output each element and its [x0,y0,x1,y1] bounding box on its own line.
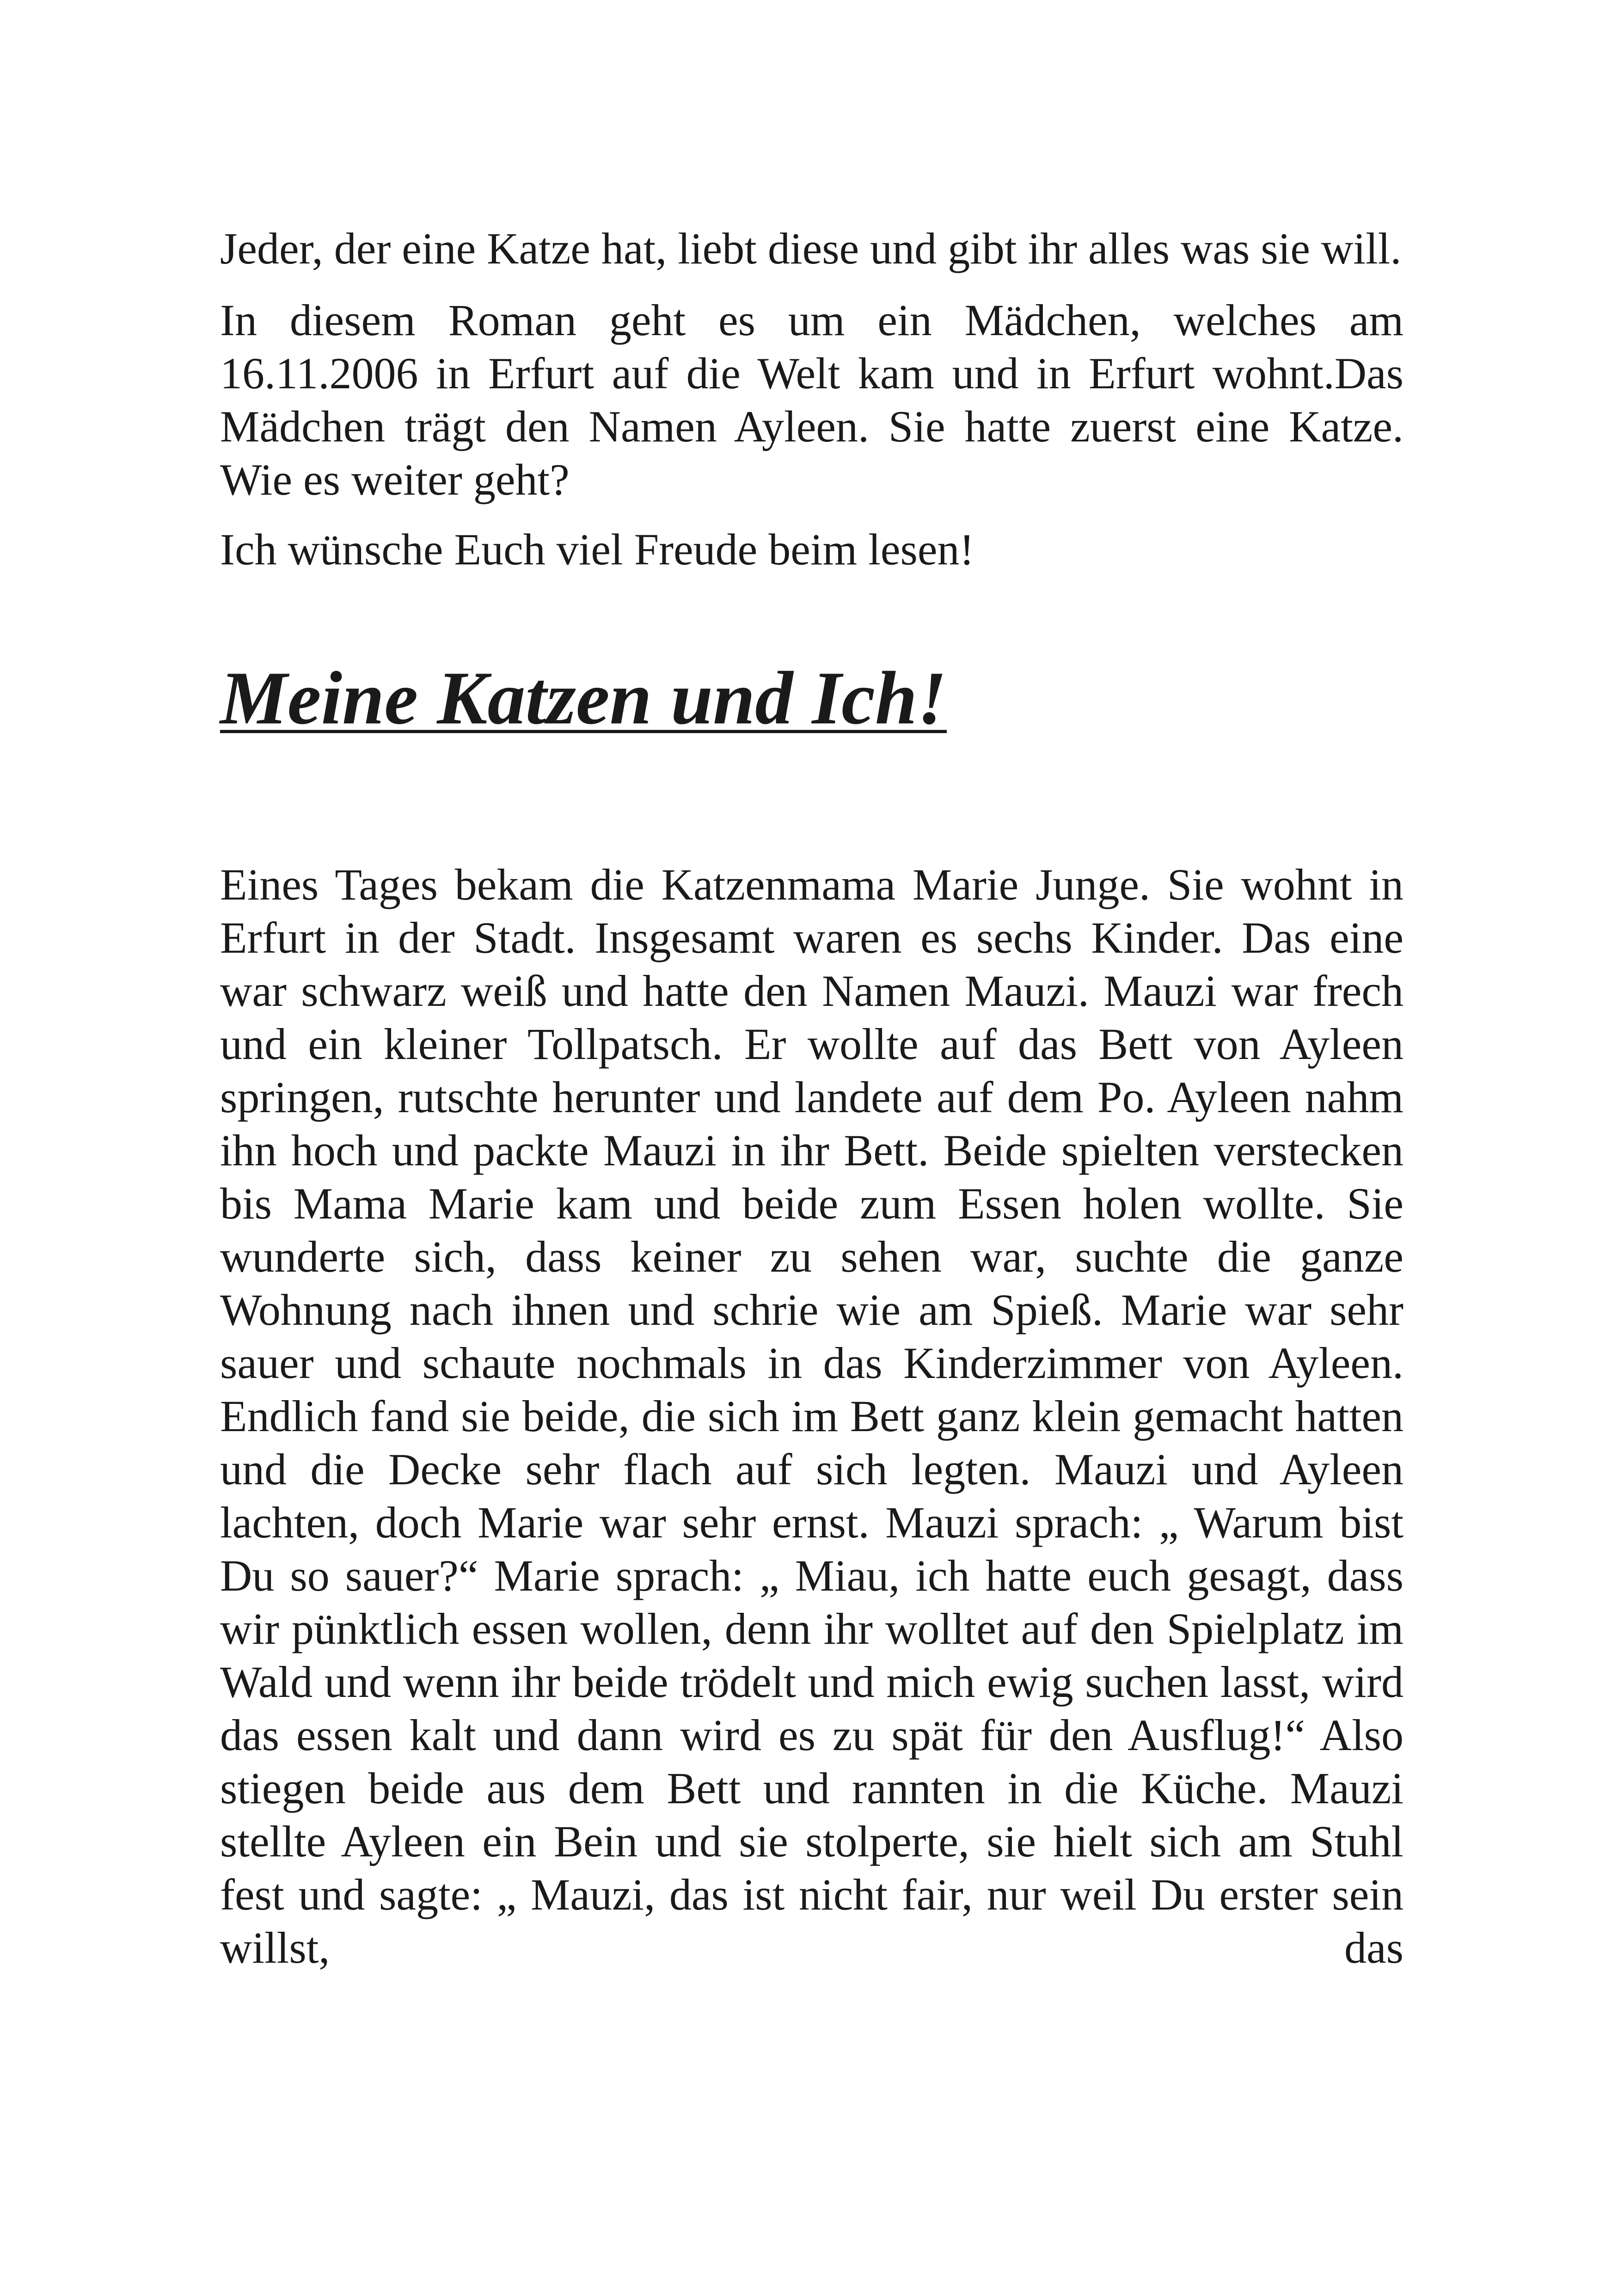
document-page [220,222,1403,1974]
story-paragraph: Eines Tages bekam die Katzenmama Marie Junge. Sie wohnt in Erfurt in der Stadt. Insgesamt waren es sechs Kinder. Das eine war schwarz weiß und hatte den Namen Mauzi. Mauzi war frech und ein kleiner Tollpatsch. Er wollte auf das Bett von Ayleen springen, rutschte herunter und landete auf dem Po. Ayleen nahm ihn hoch und packte Mauzi in ihr Bett. Beide spielten verstecken bis Mama Marie kam und beide zum Essen holen wollte. Sie wunderte sich, dass keiner zu sehen war, suchte die ganze Wohnung nach ihnen und schrie wie am Spieß. Marie war sehr sauer und schaute nochmals in das Kinderzimmer von Ayleen. Endlich fand sie beide, die sich im Bett ganz klein gemacht hatten und die Decke sehr flach auf sich legten. Mauzi und Ayleen lachten, doch Marie war sehr ernst. Mauzi sprach: „ Warum bist Du so sauer?“ Marie sprach: „ Miau, ich hatte euch gesagt, dass wir pünktlich essen wollen, denn ihr wolltet auf den Spielplatz im Wald und wenn ihr beide trödelt und mich ewig suchen lasst, wird das essen kalt und dann wird es zu spät für den Ausflug!“ Also stiegen beide aus dem Bett und rannten in die Küche. Mauzi stellte Ayleen ein Bein und sie stolperte, sie hielt sich am Stuhl fest und sagte: „ Mauzi, das ist nicht fair, nur weil Du erster sein willst, das [220,860,1403,1972]
intro-paragraph-2: In diesem Roman geht es um ein Mädchen, welches am 16.11.2006 in Erfurt auf die Welt kam und in Erfurt wohnt.Das Mädchen trägt den Namen Ayleen. Sie hatte zuerst eine Katze. Wie es weiter geht? [220,295,1403,504]
chapter-title: Meine Katzen und Ich! [220,656,947,740]
intro-paragraph-1: Jeder, der eine Katze hat, liebt diese und gibt ihr alles was sie will. [220,224,1402,273]
intro-paragraph-3: Ich wünsche Euch viel Freude beim lesen! [220,525,974,574]
